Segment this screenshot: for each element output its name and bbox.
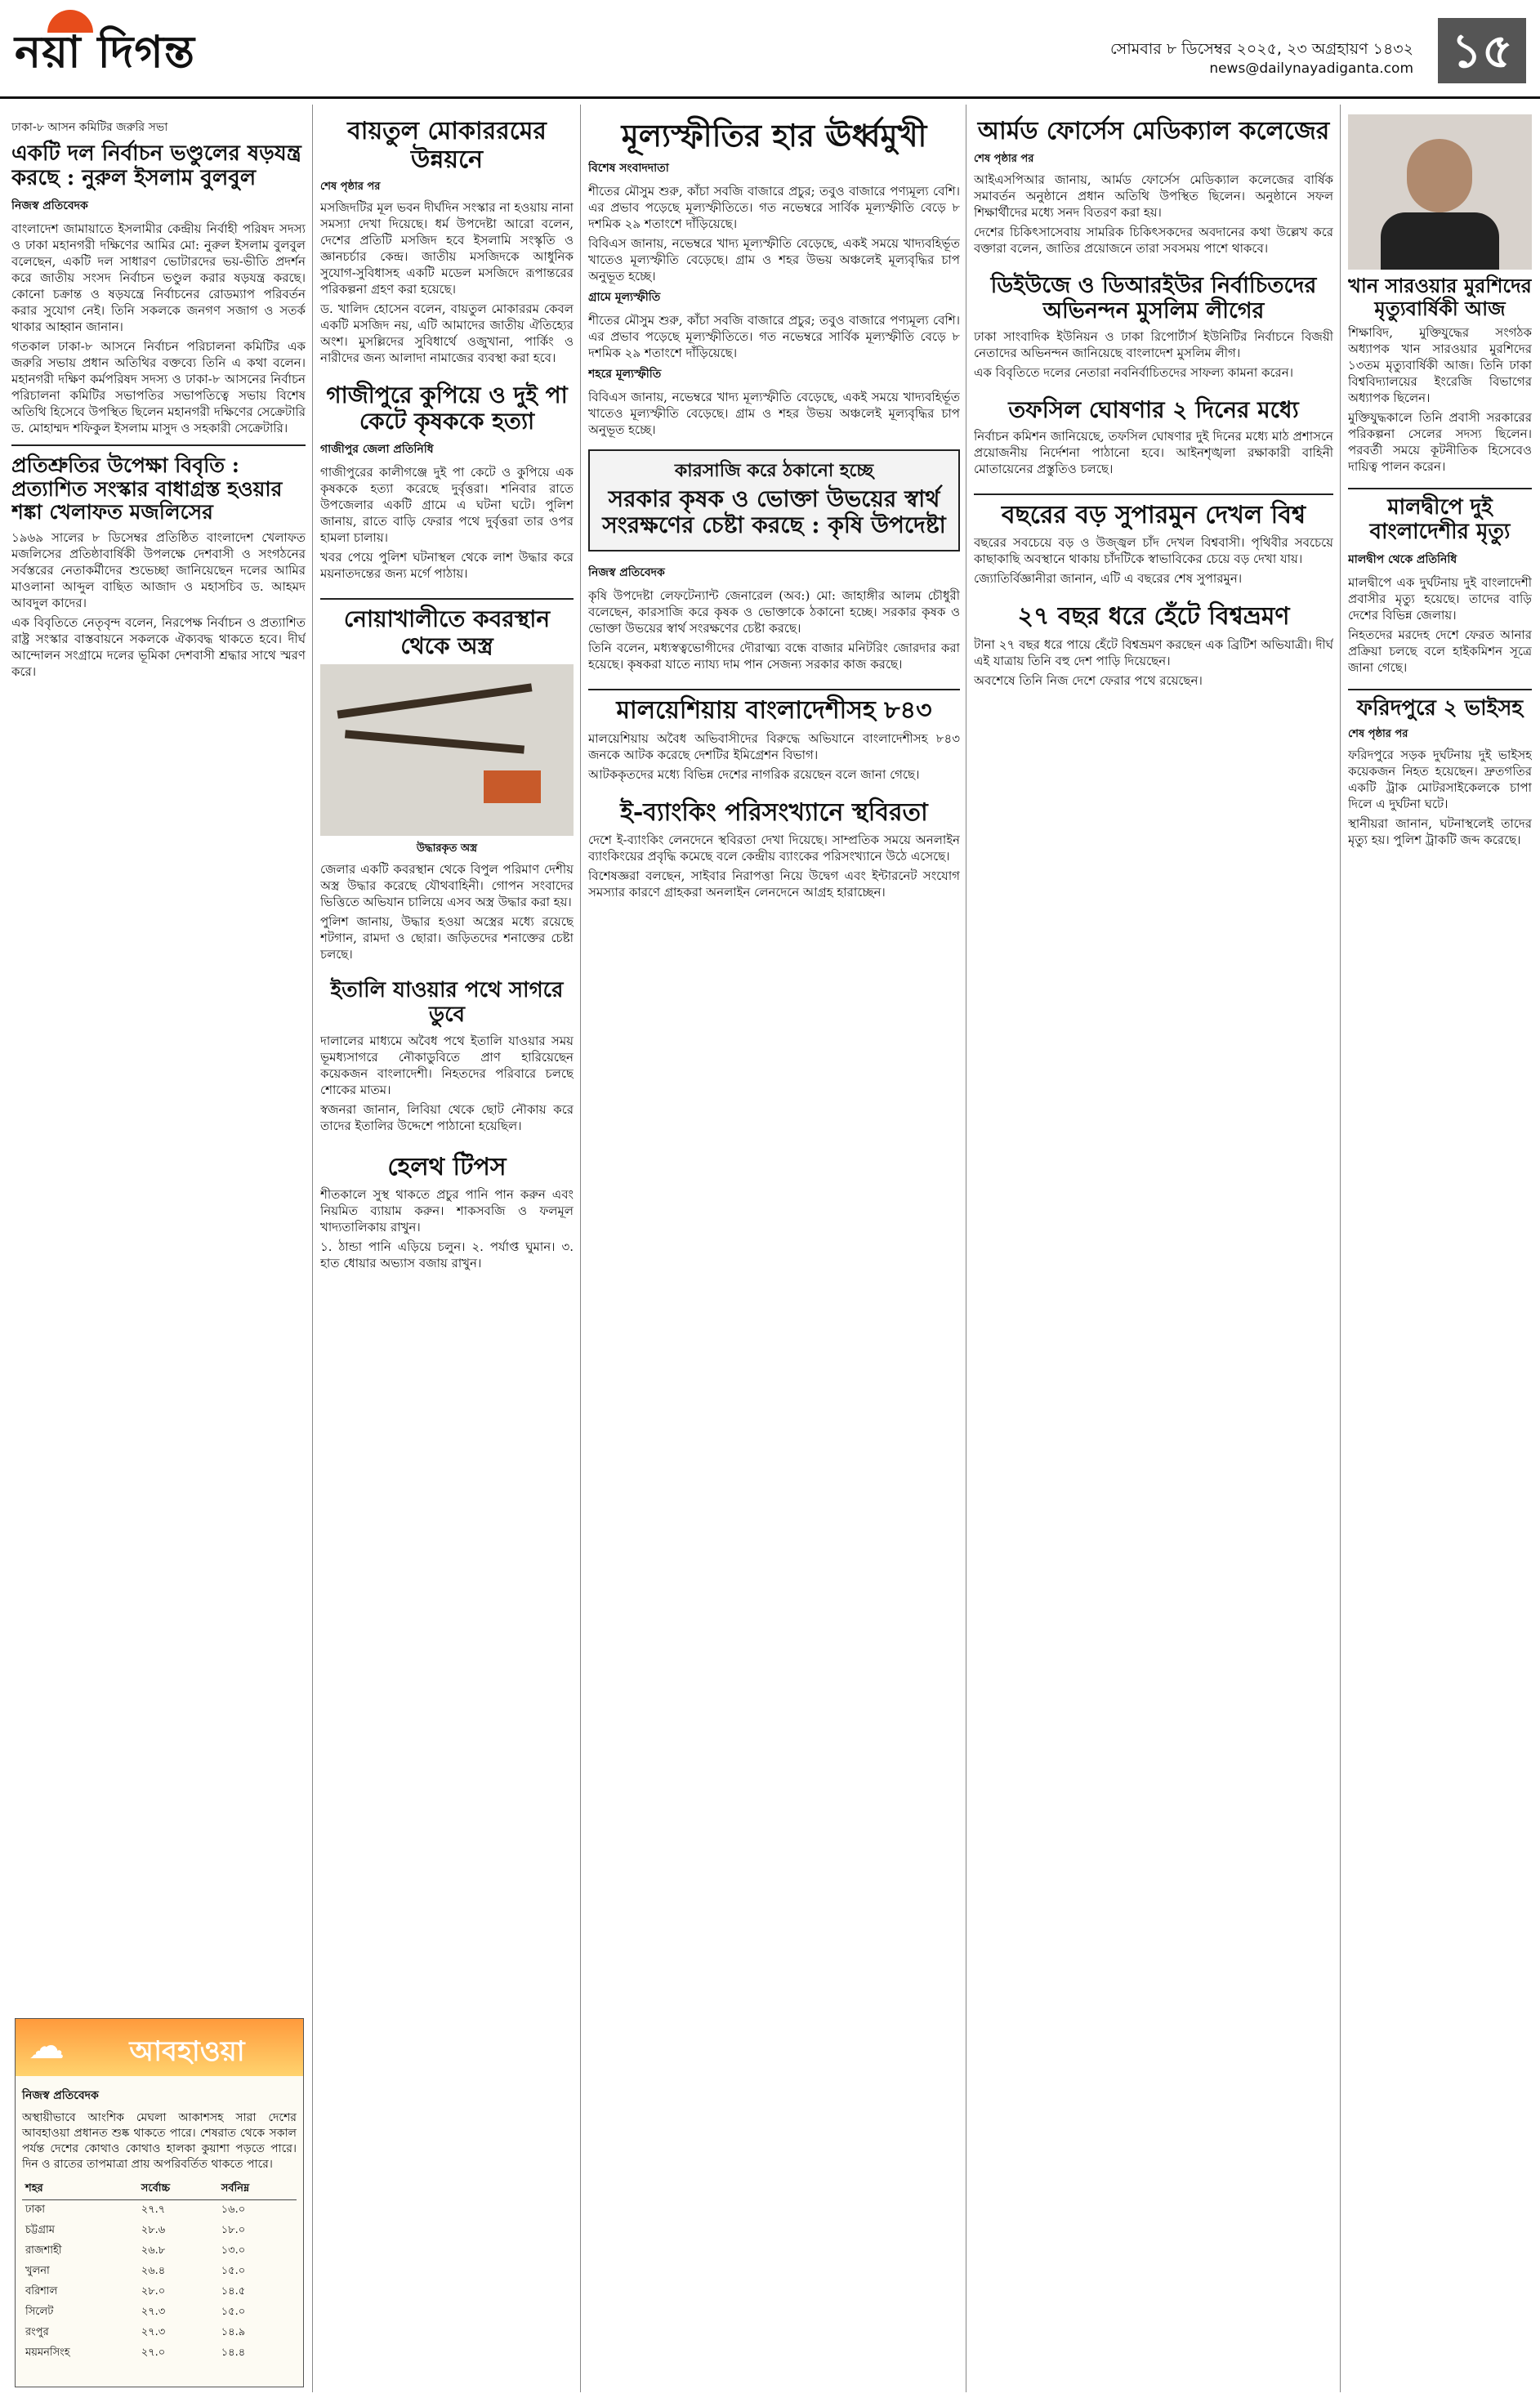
paragraph: বছরের সবচেয়ে বড় ও উজ্জ্বল চাঁদ দেখল বিশ্ববাসী। পৃথিবীর সবচেয়ে কাছাকাছি অবস্থানে থাকায় চাঁদটিকে স্বাভাবিকের চেয়ে বড় দেখা যায়। xyxy=(974,535,1333,567)
byline: গাজীপুর জেলা প্রতিনিধি xyxy=(320,443,434,457)
subheading: গ্রামে মূল্যস্ফীতি xyxy=(588,290,661,304)
max-temp: ২৬.৮ xyxy=(141,2244,166,2257)
paragraph: পুলিশ জানায়, উদ্ধার হওয়া অস্ত্রের মধ্যে রয়েছে শটগান, রামদা ও ছোরা। জড়িতদের শনাক্তের চেষ্টা চলছে। xyxy=(320,913,574,962)
paragraph: শীতকালে সুস্থ থাকতে প্রচুর পানি পান করুন এবং নিয়মিত ব্যায়াম করুন। শাকসবজি ও ফলমূল খাদ্যতালিকায় রাখুন। xyxy=(320,1187,574,1235)
paragraph: মালয়েশিয়ায় অবৈধ অভিবাসীদের বিরুদ্ধে অভিযানে বাংলাদেশীসহ ৮৪৩ জনকে আটক করেছে দেশটির ইমিগ্রেশন বিভাগ। xyxy=(588,730,960,762)
table-row xyxy=(22,2323,297,2343)
paragraph: ফরিদপুরে সড়ক দুর্ঘটনায় দুই ভাইসহ কয়েকজন নিহত হয়েছেন। দ্রুতগতির একটি ট্রাক মোটরসাইকেলকে চাপা দিলে এ দুর্ঘটনা ঘটে। xyxy=(1348,747,1532,811)
headline[interactable]: হেলথ টিপস xyxy=(387,1152,507,1181)
paragraph: বাংলাদেশ জামায়াতে ইসলামীর কেন্দ্রীয় নির্বাহী পরিষদ সদস্য ও ঢাকা মহানগরী দক্ষিণের আমির মো: নুরুল ইসলাম বুলবুল বলেছেন, একটি দল সাধারণ ভোটারদের ভয়-ভীতি প্রদর্শন করে জাতীয় সংসদ নির্বাচন ভণ্ডুল করার ষড়যন্ত্র করছে। কোনো চক্রান্ত ও ষড়যন্ত্রে নির্বাচনের রোডম্যাপ পরিবর্তন করার সুযোগ নেই। তিনি সকলকে জনগণ সজাগ ও সতর্ক থাকার আহ্বান জানান। xyxy=(11,221,306,334)
city: চট্টগ্রাম xyxy=(25,2224,55,2236)
column-2 xyxy=(320,114,574,2386)
city: সিলেট xyxy=(25,2306,54,2318)
column-rule xyxy=(1340,105,1341,2392)
headline[interactable]: ২৭ বছর ধরে হেঁটে বিশ্বভ্রমণ xyxy=(1017,602,1290,632)
photo-caption: উদ্ধারকৃত অস্ত্র xyxy=(416,842,478,855)
cloud-icon: ☁ xyxy=(29,2025,65,2067)
continued-label: শেষ পৃষ্ঠার পর xyxy=(1348,727,1408,740)
portrait-photo xyxy=(1348,114,1532,270)
min-temp: ১৪.৫ xyxy=(221,2285,246,2298)
contact-email[interactable]: news@dailynayadiganta.com xyxy=(1209,60,1413,77)
max-temp: ২৭.৩ xyxy=(141,2306,166,2318)
weather-text: অস্থায়ীভাবে আংশিক মেঘলা আকাশসহ সারা দেশের আবহাওয়া প্রধানত শুষ্ক থাকতে পারে। শেষরাত থেকে সকাল পর্যন্ত দেশের কোথাও কোথাও হালকা কুয়াশা পড়তে পারে। দিন ও রাতের তাপমাত্রা প্রায় অপরিবর্তিত থাকতে পারে। xyxy=(22,2111,297,2171)
min-temp: ১৪.৪ xyxy=(221,2347,246,2359)
weapons-photo xyxy=(320,664,574,836)
weather-box xyxy=(15,2018,304,2387)
city: খুলনা xyxy=(25,2265,50,2277)
page-number: ১৫ xyxy=(1438,18,1526,83)
table-row xyxy=(22,2262,297,2282)
headline[interactable]: গাজীপুরে কুপিয়ে ও দুই পা কেটে কৃষককে হত্যা xyxy=(326,382,568,435)
subheading: শহরে মূল্যস্ফীতি xyxy=(588,367,662,381)
headline[interactable]: খান সারওয়ার মুরশিদের মৃত্যুবার্ষিকী আজ xyxy=(1348,274,1532,320)
table-row xyxy=(22,2343,297,2364)
kicker: কারসাজি করে ঠকানো হচ্ছে xyxy=(674,459,874,481)
min-temp: ১৫.০ xyxy=(221,2265,246,2277)
city: ঢাকা xyxy=(25,2204,45,2216)
headline[interactable]: প্রতিশ্রুতির উপেক্ষা বিবৃতি : প্রত্যাশিত সংস্কার বাধাগ্রস্ত হওয়ার শঙ্কা খেলাফত মজলিসের xyxy=(11,453,283,525)
column-rule xyxy=(580,105,581,2392)
header-cell: সর্বোচ্চ xyxy=(138,2179,218,2200)
paragraph: গাজীপুরের কালীগঞ্জে দুই পা কেটে ও কুপিয়ে এক কৃষককে হত্যা করেছে দুর্বৃত্তরা। শনিবার রাতে উপজেলার একটি গ্রামে এ ঘটনা ঘটে। পুলিশ জানায়, রাতে বাড়ি ফেরার পথে দুর্বৃত্তরা তার ওপর হামলা চালায়। xyxy=(320,465,574,546)
rifle-shape xyxy=(345,730,524,753)
headline[interactable]: একটি দল নির্বাচন ভণ্ডুলের ষড়যন্ত্র করছে : নুরুল ইসলাম বুলবুল xyxy=(11,141,301,190)
byline: নিজস্ব প্রতিবেদক xyxy=(22,2089,99,2102)
table-row xyxy=(22,2282,297,2302)
byline: নিজস্ব প্রতিবেদক xyxy=(11,199,88,212)
headline[interactable]: তফসিল ঘোষণার ২ দিনের মধ্যে xyxy=(1008,395,1299,423)
table-row xyxy=(22,2221,297,2241)
headline[interactable]: ডিইউজে ও ডিআরইউর নির্বাচিতদের অভিনন্দন মুসলিম লীগের xyxy=(990,272,1317,324)
paragraph: এক বিবৃতিতে দলের নেতারা নবনির্বাচিতদের সাফল্য কামনা করেন। xyxy=(974,364,1294,380)
headline[interactable]: মালদ্বীপে দুই বাংলাদেশীর মৃত্যু xyxy=(1348,488,1532,545)
paragraph: এক বিবৃতিতে নেতৃবৃন্দ বলেন, নিরপেক্ষ নির্বাচন ও প্রত্যাশিত রাষ্ট্র সংস্কার বাস্তবায়নে সকলকে ঐক্যবদ্ধ থাকতে হবে। দীর্ঘ আন্দোলন সংগ্রামে দলের ভূমিকা দেশবাসী শ্রদ্ধার সাথে স্মরণ করে। xyxy=(11,615,306,680)
min-temp: ১৩.০ xyxy=(221,2244,246,2257)
divider xyxy=(11,444,306,446)
kicker: ঢাকা-৮ আসন কমিটির জরুরি সভা xyxy=(11,121,168,134)
column-5 xyxy=(1348,114,1532,2386)
headline[interactable]: মূল্যস্ফীতির হার ঊর্ধ্বমুখী xyxy=(621,117,927,154)
paragraph: শীতের মৌসুম শুরু, কাঁচা সবজি বাজারে প্রচুর; তবুও বাজারে পণ্যমূল্য বেশি। এর প্রভাব পড়েছে মূল্যস্ফীতিতে। গত নভেম্বরে সার্বিক মূল্যস্ফীতি বেড়ে ৮ দশমিক ২৯ শতাংশে দাঁড়িয়েছে। xyxy=(588,312,960,360)
headline[interactable]: বছরের বড় সুপারমুন দেখল বিশ্ব xyxy=(974,493,1333,530)
min-temp: ১৫.০ xyxy=(221,2306,246,2318)
feature-box xyxy=(588,449,960,552)
paragraph: মালদ্বীপে এক দুর্ঘটনায় দুই বাংলাদেশী প্রবাসীর মৃত্যু হয়েছে। তাদের বাড়ি দেশের বিভিন্ন জেলায়। xyxy=(1348,574,1532,623)
min-temp: ১৬.০ xyxy=(221,2204,246,2216)
continued-label: শেষ পৃষ্ঠার পর xyxy=(974,152,1034,165)
dateline: সোমবার ৮ ডিসেম্বর ২০২৫, ২৩ অগ্রহায়ণ ১৪৩২ xyxy=(1109,40,1413,58)
header-cell: শহর xyxy=(22,2179,138,2200)
max-temp: ২৭.৩ xyxy=(141,2326,166,2338)
max-temp: ২৮.০ xyxy=(141,2285,166,2298)
paragraph: গতকাল ঢাকা-৮ আসনে নির্বাচন পরিচালনা কমিটির এক জরুরি সভায় প্রধান অতিথির বক্তব্যে তিনি এ কথা বলেন। মহানগরী দক্ষিণ কর্মপরিষদ সদস্য ও ঢাকা-৮ আসনের নির্বাচন পরিচালনা কমিটির সভাপতির সভাপতিত্বে সভায় বিশেষ অতিথি হিসেবে উপস্থিত ছিলেন মহানগরী দক্ষিণের সেক্রেটারি ড. মোহাম্মদ শফিকুল ইসলাম মাসুদ ও সহকারী সেক্রেটারি। xyxy=(11,338,306,435)
byline: নিজস্ব প্রতিবেদক xyxy=(588,566,665,580)
paragraph: মুক্তিযুদ্ধকালে তিনি প্রবাসী সরকারের পরিকল্পনা সেলের সদস্য ছিলেন। পরবর্তী সময়ে কূটনীতিক হিসেবেও দায়িত্ব পালন করেন। xyxy=(1348,410,1532,475)
paragraph: শীতের মৌসুম শুরু, কাঁচা সবজি বাজারে প্রচুর; তবুও বাজারে পণ্যমূল্য বেশি। এর প্রভাব পড়েছে মূল্যস্ফীতিতে। গত নভেম্বরে সার্বিক মূল্যস্ফীতি বেড়ে ৮ দশমিক ২৯ শতাংশে দাঁড়িয়েছে। xyxy=(588,183,960,231)
paragraph: বিবিএস জানায়, নভেম্বরে খাদ্য মূল্যস্ফীতি বেড়েছে, একই সময়ে খাদ্যবহির্ভূত খাতেও মূল্যস্ফীতি বেড়েছে। গ্রাম ও শহর উভয় অঞ্চলেই মূল্যবৃদ্ধির চাপ অনুভূত হচ্ছে। xyxy=(588,235,960,284)
paragraph: মসজিদটির মূল ভবন দীর্ঘদিন সংস্কার না হওয়ায় নানা সমস্যা দেখা দিয়েছে। ধর্ম উপদেষ্টা আরো বলেন, দেশের প্রতিটি মসজিদ হবে ইসলামি সংস্কৃতি ও জ্ঞানচর্চার কেন্দ্র। জাতীয় মসজিদকে আধুনিক সুযোগ-সুবিধাসহ একটি মডেল মসজিদে রূপান্তরের পরিকল্পনা গ্রহণ করা হয়েছে। xyxy=(320,200,574,297)
newspaper-logo[interactable]: নয়া দিগন্ত xyxy=(15,26,195,78)
face-shape xyxy=(1407,139,1472,212)
city: ময়মনসিংহ xyxy=(25,2347,70,2359)
column-rule xyxy=(312,105,313,2392)
headline[interactable]: ইতালি যাওয়ার পথে সাগরে ডুবে xyxy=(330,977,564,1027)
paragraph: আটককৃতদের মধ্যে বিভিন্ন দেশের নাগরিক রয়েছেন বলে জানা গেছে। xyxy=(588,766,920,782)
paragraph: বিবিএস জানায়, নভেম্বরে খাদ্য মূল্যস্ফীতি বেড়েছে, একই সময়ে খাদ্যবহির্ভূত খাতেও মূল্যস্ফীতি বেড়েছে। গ্রাম ও শহর উভয় অঞ্চলেই মূল্যবৃদ্ধির চাপ অনুভূত হচ্ছে। xyxy=(588,389,960,437)
column-1 xyxy=(11,114,306,1994)
table-header-row xyxy=(22,2179,297,2200)
table-row xyxy=(22,2241,297,2262)
rifle-shape xyxy=(337,683,532,718)
cloth-shape xyxy=(484,770,541,803)
max-temp: ২৭.০ xyxy=(141,2347,166,2359)
max-temp: ২৬.৪ xyxy=(141,2265,166,2277)
byline: বিশেষ সংবাদদাতা xyxy=(588,161,669,175)
paragraph: বিশেষজ্ঞরা বলছেন, সাইবার নিরাপত্তা নিয়ে উদ্বেগ এবং ইন্টারনেট সংযোগ সমস্যার কারণে গ্রাহকরা অনলাইন লেনদেনে আগ্রহ হারাচ্ছেন। xyxy=(588,869,960,900)
paragraph: জ্যোতির্বিজ্ঞানীরা জানান, এটি এ বছরের শেষ সুপারমুন। xyxy=(974,571,1243,587)
paragraph: খবর পেয়ে পুলিশ ঘটনাস্থল থেকে লাশ উদ্ধার করে ময়নাতদন্তের জন্য মর্গে পাঠায়। xyxy=(320,550,574,582)
paragraph: কৃষি উপদেষ্টা লেফটেন্যান্ট জেনারেল (অব:) মো: জাহাঙ্গীর আলম চৌধুরী বলেছেন, কারসাজি করে কৃষক ও ভোক্তাকে ঠকানো হচ্ছে। সরকার কৃষক ও ভোক্তা উভয়ের স্বার্থ সংরক্ষণের চেষ্টা করছে। xyxy=(588,588,960,636)
headline[interactable]: মালয়েশিয়ায় বাংলাদেশীসহ ৮৪৩ xyxy=(588,689,960,726)
headline[interactable]: ই-ব্যাংকিং পরিসংখ্যানে স্থবিরতা xyxy=(620,797,928,827)
header-cell: সর্বনিম্ন xyxy=(218,2179,297,2200)
headline[interactable]: আর্মড ফোর্সেস মেডিক্যাল কলেজের xyxy=(977,117,1330,145)
headline[interactable]: সরকার কৃষক ও ভোক্তা উভয়ের স্বার্থ সংরক্ষণের চেষ্টা করছে : কৃষি উপদেষ্টা xyxy=(602,485,946,539)
headline[interactable]: নোয়াখালীতে কবরস্থান থেকে অস্ত্র xyxy=(320,598,574,659)
headline[interactable]: ফরিদপুরে ২ ভাইসহ xyxy=(1348,689,1532,721)
paragraph: দেশে ই-ব্যাংকিং লেনদেনে স্থবিরতা দেখা দিয়েছে। সাম্প্রতিক সময়ে অনলাইন ব্যাংকিংয়ের প্রবৃদ্ধি কমেছে বলে কেন্দ্রীয় ব্যাংকের পরিসংখ্যানে উঠে এসেছে। xyxy=(588,833,960,864)
city: বরিশাল xyxy=(25,2285,58,2298)
paragraph: অবশেষে তিনি নিজ দেশে ফেরার পথে রয়েছেন। xyxy=(974,672,1203,688)
paragraph: ১৯৬৯ সালের ৮ ডিসেম্বর প্রতিষ্ঠিত বাংলাদেশ খেলাফত মজলিসের প্রতিষ্ঠাবার্ষিকী উপলক্ষে দেশবাসী ও সংগঠনের সর্বস্তরের নেতাকর্মীদের শুভেচ্ছা জানিয়েছেন দলের আমির মাওলানা আব্দুল বাছিত আজাদ ও মহাসচিব ড. আহমদ আবদুল কাদের। xyxy=(11,530,306,611)
paragraph: দেশের চিকিৎসাসেবায় সামরিক চিকিৎসকদের অবদানের কথা উল্লেখ করে বক্তারা বলেন, জাতির প্রয়োজনে তারা সবসময় পাশে থাকবে। xyxy=(974,224,1333,256)
max-temp: ২৭.৭ xyxy=(141,2204,166,2216)
paragraph: দালালের মাধ্যমে অবৈধ পথে ইতালি যাওয়ার সময় ভূমধ্যসাগরে নৌকাডুবিতে প্রাণ হারিয়েছেন কয়েকজন বাংলাদেশী। নিহতদের পরিবারে চলছে শোকের মাতম। xyxy=(320,1033,574,1097)
paragraph: ড. খালিদ হোসেন বলেন, বায়তুল মোকাররম কেবল একটি মসজিদ নয়, এটি আমাদের জাতীয় ঐতিহ্যের অংশ। মুসল্লিদের সুবিধার্থে ওজুখানা, পার্কিং ও নারীদের জন্য আলাদা নামাজের ব্যবস্থা করা হবে। xyxy=(320,301,574,365)
temperature-table xyxy=(22,2179,297,2364)
city: রংপুর xyxy=(25,2326,49,2338)
byline: মালদ্বীপ থেকে প্রতিনিধি xyxy=(1348,552,1457,566)
paragraph: ঢাকা সাংবাদিক ইউনিয়ন ও ঢাকা রিপোর্টার্স ইউনিটির নির্বাচনে বিজয়ী নেতাদের অভিনন্দন জানিয়েছে বাংলাদেশ মুসলিম লীগ। xyxy=(974,328,1333,360)
column-3 xyxy=(588,114,960,2386)
paragraph: স্বজনরা জানান, লিবিয়া থেকে ছোট নৌকায় করে তাদের ইতালির উদ্দেশে পাঠানো হয়েছিল। xyxy=(320,1101,574,1133)
min-temp: ১৮.০ xyxy=(221,2224,246,2236)
paragraph: শিক্ষাবিদ, মুক্তিযুদ্ধের সংগঠক অধ্যাপক খান সারওয়ার মুরশিদের ১৩তম মৃত্যুবার্ষিকী আজ। তিনি ঢাকা বিশ্ববিদ্যালয়ের ইংরেজি বিভাগের অধ্যাপক ছিলেন। xyxy=(1348,325,1532,406)
table-row xyxy=(22,2200,297,2222)
continued-label: শেষ পৃষ্ঠার পর xyxy=(320,181,381,193)
headline[interactable]: বায়তুল মোকাররমের উন্নয়নে xyxy=(347,117,547,174)
weather-title: আবহাওয়া xyxy=(129,2035,245,2068)
suit-shape xyxy=(1381,212,1499,270)
max-temp: ২৮.৬ xyxy=(141,2224,166,2236)
paragraph: জেলার একটি কবরস্থান থেকে বিপুল পরিমাণ দেশীয় অস্ত্র উদ্ধার করেছে যৌথবাহিনী। গোপন সংবাদের ভিত্তিতে অভিযান চালিয়ে এসব অস্ত্র উদ্ধার করা হয়। xyxy=(320,861,574,909)
column-4 xyxy=(974,114,1333,2386)
paragraph: ১. ঠান্ডা পানি এড়িয়ে চলুন। ২. পর্যাপ্ত ঘুমান। ৩. হাত ধোয়ার অভ্যাস বজায় রাখুন। xyxy=(320,1239,574,1271)
table-row xyxy=(22,2302,297,2323)
paragraph: নিহতদের মরদেহ দেশে ফেরত আনার প্রক্রিয়া চলছে বলে হাইকমিশন সূত্রে জানা গেছে। xyxy=(1348,627,1532,675)
paragraph: নির্বাচন কমিশন জানিয়েছে, তফসিল ঘোষণার দুই দিনের মধ্যে মাঠ প্রশাসনে প্রয়োজনীয় নির্দেশনা পাঠানো হবে। আইনশৃঙ্খলা রক্ষাকারী বাহিনী মোতায়েনের প্রস্তুতিও চলছে। xyxy=(974,428,1333,476)
weather-banner xyxy=(16,2019,303,2076)
city: রাজশাহী xyxy=(25,2244,62,2257)
paragraph: তিনি বলেন, মধ্যস্বত্বভোগীদের দৌরাত্ম্য বন্ধে বাজার মনিটরিং জোরদার করা হয়েছে। কৃষকরা যাতে ন্যায্য দাম পান সেজন্য সরকার কাজ করছে। xyxy=(588,641,960,672)
paragraph: স্থানীয়রা জানান, ঘটনাস্থলেই তাদের মৃত্যু হয়। পুলিশ ট্রাকটি জব্দ করেছে। xyxy=(1348,815,1532,847)
paragraph: টানা ২৭ বছর ধরে পায়ে হেঁটে বিশ্বভ্রমণ করছেন এক ব্রিটিশ অভিযাত্রী। দীর্ঘ এই যাত্রায় তিনি বহু দেশ পাড়ি দিয়েছেন। xyxy=(974,636,1333,668)
min-temp: ১৪.৯ xyxy=(221,2326,246,2338)
paragraph: আইএসপিআর জানায়, আর্মড ফোর্সেস মেডিক্যাল কলেজের বার্ষিক সমাবর্তন অনুষ্ঠানে প্রধান অতিথি উপস্থিত ছিলেন। অনুষ্ঠানে সফল শিক্ষার্থীদের মধ্যে সনদ বিতরণ করা হয়। xyxy=(974,172,1333,220)
